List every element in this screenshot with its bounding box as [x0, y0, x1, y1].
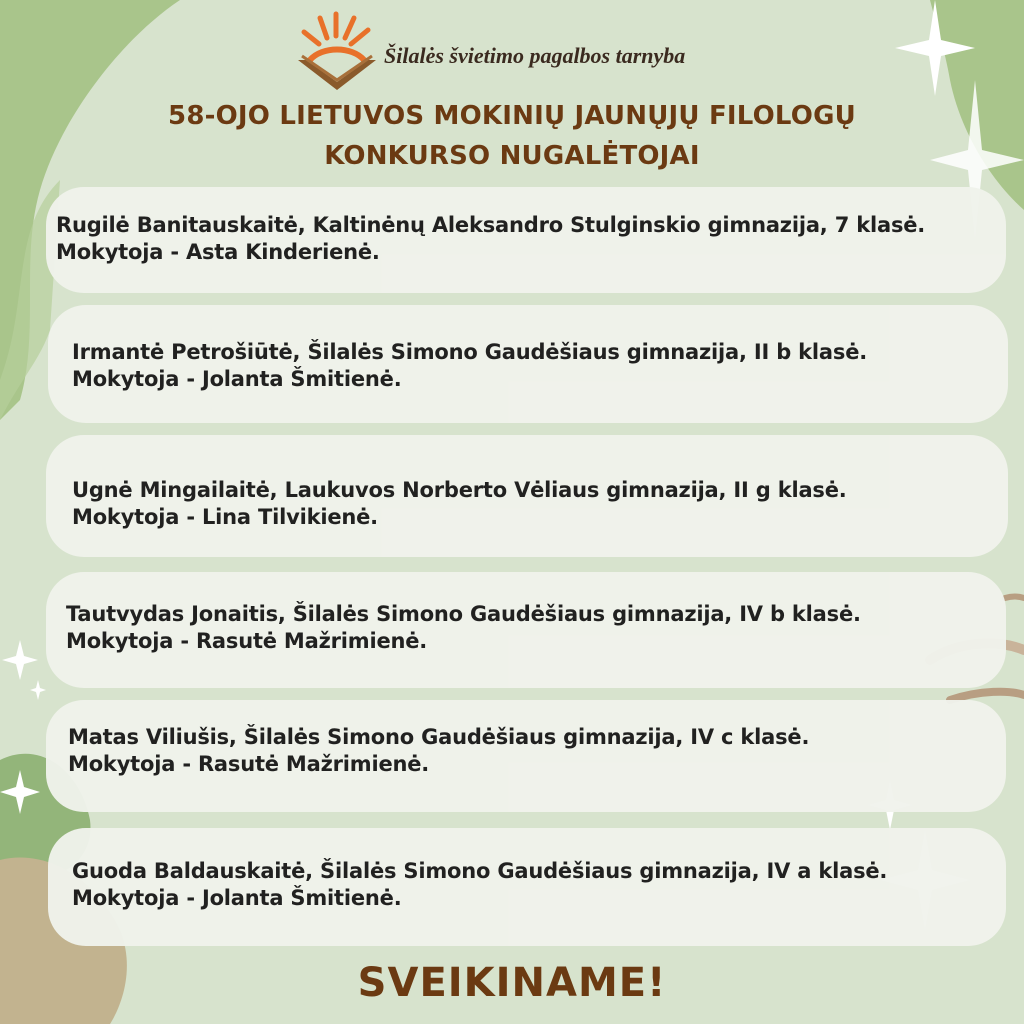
winner-info: Ugnė Mingailaitė, Laukuvos Norberto Vėliaus gimnazija, II g klasė. [72, 478, 847, 502]
winner-teacher: Mokytoja - Rasutė Mažrimienė. [68, 752, 430, 776]
logo-icon [292, 8, 382, 98]
brown-swoosh-3 [1005, 597, 1024, 599]
winner-teacher: Mokytoja - Rasutė Mažrimienė. [66, 629, 428, 653]
winner-card [46, 700, 1006, 812]
title-line-2: KONKURSO NUGALĖTOJAI [324, 141, 700, 171]
footer-congrats: SVEIKINAME! [357, 960, 667, 1006]
winner-card [48, 828, 1006, 946]
winner-info: Rugilė Banitauskaitė, Kaltinėnų Aleksandro Stulginskio gimnazija, 7 klasė. [56, 213, 926, 237]
sparkle-icon [30, 680, 46, 700]
title-line-1: 58-OJO LIETUVOS MOKINIŲ JAUNŲJŲ FILOLOGŲ [168, 101, 856, 131]
page-title [0, 96, 1024, 176]
winner-teacher: Mokytoja - Asta Kinderienė. [56, 240, 380, 264]
winner-teacher: Mokytoja - Jolanta Šmitienė. [72, 367, 402, 391]
brown-swoosh-2 [950, 692, 1024, 700]
winner-card [46, 435, 1008, 557]
winner-card [46, 572, 1006, 688]
winner-teacher: Mokytoja - Jolanta Šmitienė. [72, 886, 402, 910]
org-name: Šilalės švietimo pagalbos tarnyba [384, 43, 686, 68]
winner-info: Irmantė Petrošiūtė, Šilalės Simono Gaudėšiaus gimnazija, II b klasė. [72, 340, 868, 364]
winner-card [48, 305, 1008, 423]
winner-card [46, 187, 1006, 293]
winner-teacher: Mokytoja - Lina Tilvikienė. [72, 505, 378, 529]
winner-info: Matas Viliušis, Šilalės Simono Gaudėšiaus gimnazija, IV c klasė. [68, 725, 810, 749]
sparkle-icon [2, 640, 38, 680]
winner-info: Guoda Baldauskaitė, Šilalės Simono Gaudėšiaus gimnazija, IV a klasė. [72, 859, 888, 883]
winner-info: Tautvydas Jonaitis, Šilalės Simono Gaudėšiaus gimnazija, IV b klasė. [66, 602, 861, 626]
